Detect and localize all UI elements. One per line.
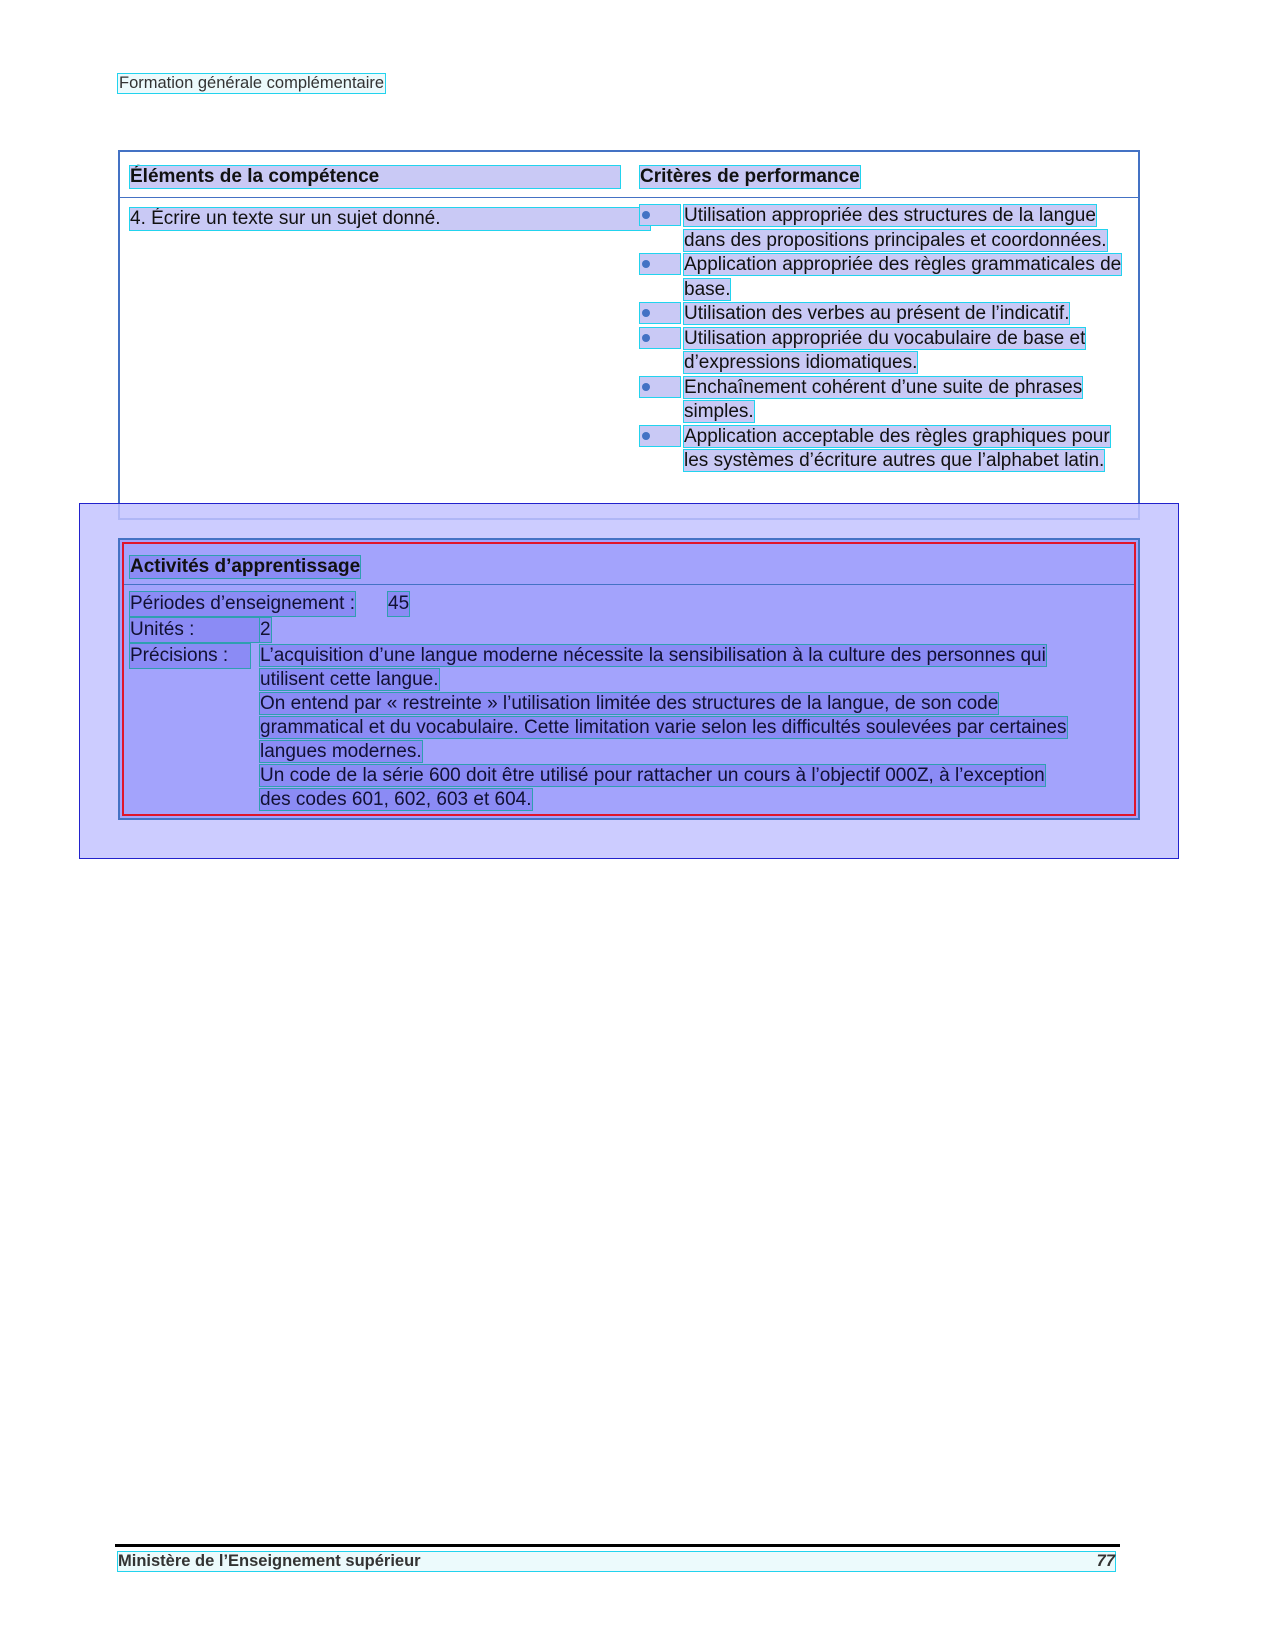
bullet-icon (640, 205, 680, 225)
criterion-text: Application acceptable des règles graphiques pour les systèmes d’écriture autres que l’alphabet latin. (684, 425, 1110, 471)
criterion-text: Enchaînement cohérent d’une suite de phrases simples. (684, 376, 1083, 422)
bullet-icon (640, 254, 680, 274)
activities-title-row (124, 544, 1134, 585)
bullet-icon (640, 377, 680, 397)
precision-paragraph: On entend par « restreinte » l’utilisation limitée des structures de la langue, de son code grammatical et du vocabulaire. Cette limitation varie selon les difficultés soulevées par certaines langues modernes. (260, 693, 1067, 762)
precisions-block (260, 644, 1080, 812)
periods-value: 45 (388, 593, 410, 614)
periods-label: Périodes d’enseignement : (130, 593, 355, 614)
precision-paragraph: L’acquisition d’une langue moderne nécessite la sensibilisation à la culture des personnes qui utilisent cette langue. (260, 645, 1046, 690)
criteria-list (640, 204, 1130, 474)
footer-publisher: Ministère de l’Enseignement supérieur (118, 1552, 1115, 1571)
activities-table (118, 538, 1140, 820)
criterion-item (640, 253, 1130, 302)
criteria-column-header: Critères de performance (640, 166, 860, 187)
criterion-item (640, 376, 1130, 425)
bullet-icon (640, 328, 680, 348)
criterion-item (640, 204, 1130, 253)
activities-title: Activités d’apprentissage (130, 556, 361, 577)
criterion-text: Utilisation des verbes au présent de l’indicatif. (684, 303, 1070, 324)
running-header: Formation générale complémentaire (119, 74, 385, 92)
criterion-item (640, 425, 1130, 474)
precisions-label: Précisions : (130, 644, 250, 668)
bullet-icon (640, 426, 680, 446)
criterion-text: Utilisation appropriée du vocabulaire de base et d’expressions idiomatiques. (684, 327, 1086, 373)
competence-table (118, 150, 1140, 520)
elements-column-header: Éléments de la compétence (130, 166, 620, 188)
bullet-icon (640, 303, 680, 323)
competence-table-header (120, 152, 1138, 198)
precision-paragraph: Un code de la série 600 doit être utilisé pour rattacher un cours à l’objectif 000Z, à l’exception des codes 601, 602, 603 et 604. (260, 765, 1045, 810)
criterion-item (640, 327, 1130, 376)
competence-element: 4. Écrire un texte sur un sujet donné. (130, 208, 650, 230)
units-value: 2 (260, 619, 271, 640)
criterion-text: Application appropriée des règles grammaticales de base. (684, 254, 1122, 300)
footer-rule (115, 1544, 1120, 1547)
page-number: 77 (1096, 1552, 1115, 1570)
criterion-item (640, 302, 1130, 327)
units-label: Unités : (130, 618, 260, 642)
activities-highlight-frame (122, 542, 1136, 816)
criterion-text: Utilisation appropriée des structures de la langue dans des propositions principales et coordonnées. (684, 205, 1107, 251)
